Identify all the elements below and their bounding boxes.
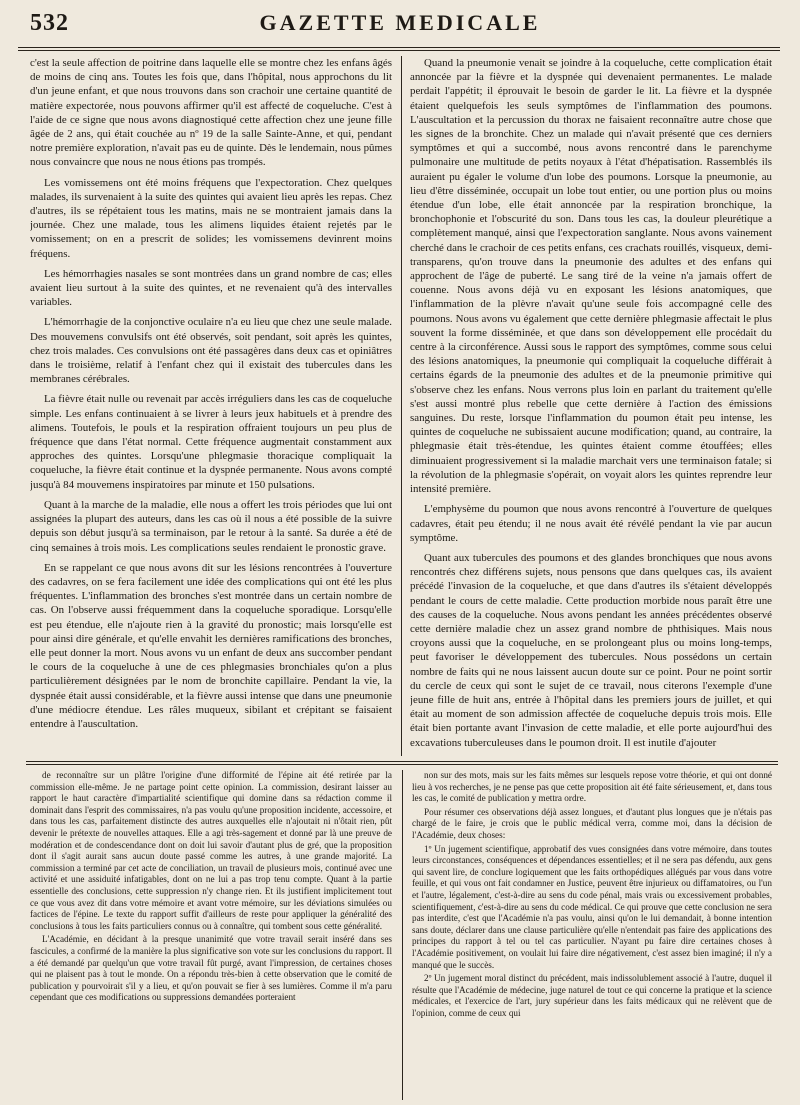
- article-column-left: [30, 56, 392, 756]
- header-rule-thin: [18, 50, 780, 51]
- paragraph: de reconnaître sur un plâtre l'origine d'une difformité de l'épine ait été retirée par la commission elle-même. Je ne partage point cette opinion. La commission, desirant laisser au rapport le haut caractère d'impartialité scientifique qui domine dans sa rédaction comme il dominait dans l'esprit des commissaires, n'a pas voulu qu'une proposition incidente, accessoire, et dans tous les cas, parfaitement distincte des autres auxquelles elle n'ajoutait ni n'ôtait rien, pût devenir le prétexte de nouvelles attaques. Elle a agi très-sagement et donné par là une preuve de modération et de condescendance dont on doit lui savoir d'autant plus de gré, que la proposition dont il s'agit aurait sans aucun doute passé comme les autres, à une grande majorité. La commission a terminé par cet acte de conciliation, un travail de plusieurs mois, continué avec une activité et une assiduité infatigables, dont on ne lui a pas trop tenu compte. Quant à la partie essentielle des conclusions, cette suppression n'y change rien. Et ils justifient implicitement tout ce que vous avez dit dans votre mémoire et avant votre mémoire, sur les déviations simulées ou factices de l'épine. Le texte du rapport suffit d'ailleurs de reste pour appliquer la généralité des conclusions à tous les faits particuliers connus ou à connaître, qui tombent sous cette généralité.: [30, 770, 392, 931]
- paragraph: L'emphysème du poumon que nous avons rencontré à l'ouverture de quelques cadavres, était peu étendu; il ne nous avait été révélé pendant la vie par aucun symptôme.: [410, 503, 772, 544]
- paragraph: En se rappelant ce que nous avons dit sur les lésions rencontrées à l'ouverture des cadavres, on se fera facilement une idée des complications qui ont été les plus fréquentes. L'inflammation des bronches s'est montrée dans un certain nombre de cas. On l'observe aussi fréquemment dans la coqueluche sporadique. Lorsqu'elle est peu étendue, elle n'ajoute rien à la gravité du pronostic; mais lorsqu'elle est pour ainsi dire générale, et qu'elle envahit les dernières ramifications des bronches, elle peut donner la mort. Nous avons vu un enfant de deux ans succomber pendant le cours de la coqueluche à une de ces phlegmasies bronchiales qu'on a plus particulièrement désignées par le nom de bronchite capillaire. Pendant la vie, la dyspnée était aussi considérable, et la fièvre aussi intense que dans une pneumonie d'une médiocre étendue. Les râles muqueux, sibilant et crépitant se faisaient entendre à l'auscultation.: [30, 561, 392, 730]
- paragraph: 2º Un jugement moral distinct du précédent, mais indissolublement associé à l'autre, duquel il résulte que l'Académie de médecine, juge naturel de tout ce qui concerne la pratique et la science médicales, et l'exercice de l'art, jury supérieur dans les faits médicaux qui ne relèvent que de l'opinion, comme de ceux qui: [412, 973, 772, 1018]
- column-divider: [401, 56, 402, 756]
- paragraph: Les vomissemens ont été moins fréquens que l'expectoration. Chez quelques malades, ils survenaient à la suite des quintes qui avaient lieu après les repas. Chez d'autres, ils se répétaient tous les matins, mais ne se montraient jamais dans la journée. Chez une malade, tous les alimens liquides étaient rejetés par le vomissement; on en a prescrit de solides; les vomissemens devinrent moins fréquens.: [30, 176, 392, 260]
- paragraph: Les hémorrhagies nasales se sont montrées dans un grand nombre de cas; elles avaient lieu surtout à la suite des quintes, et ne revenaient qu'à des intervalles variables.: [30, 267, 392, 309]
- paragraph: L'hémorrhagie de la conjonctive oculaire n'a eu lieu que chez une seule malade. Des mouvemens convulsifs ont été observés, soit pendant, soit après les quintes, chez trois malades. Ces convulsions ont été passagères dans deux cas et opiniâtres dans le troisième, relatif à l'enfant chez qui il existait des tubercules dans les membranes cérébrales.: [30, 316, 392, 386]
- header-rule: [18, 47, 780, 48]
- page-header: [20, 6, 780, 46]
- paragraph: Quant à la marche de la maladie, elle nous a offert les trois périodes que lui ont assignées la plupart des auteurs, dans les cas où il nous a été possible de la suivre depuis son début jusqu'à sa terminaison, par le retour à la santé. Sa durée a été de cinq semaines à trois mois. Les complications seules rendaient le pronostic grave.: [30, 498, 392, 554]
- paragraph: Quand la pneumonie venait se joindre à la coqueluche, cette complication était annoncée par la fièvre et la dyspnée qui devenaient permanentes. Le malade perdait l'appétit; il éprouvait le besoin de garder le lit. La fièvre et la dyspnée étaient quelquefois les seuls symptômes de l'inflammation des poumons. L'auscultation et la percussion du thorax ne faisaient reconnaître autre chose que les signes de la bronchite. Chez un malade qui n'avait présenté que ces derniers symptômes et qui a succombé, nous avons rencontré dans le parenchyme pulmonaire une multitude de petits noyaux à l'état d'hépatisation. Rassemblés ils auraient pu égaler le volume d'un lobe des poumons. Lorsque la pneumonie, au lieu d'être disséminée, occupait un lobe tout entier, ou une portion plus ou moins étendue d'un lobe, elle était annoncée par la respiration bronchique, la bronchophonie et l'obscurité du son. Dans tous les cas, la douleur pleurétique a complètement manqué, ainsi que l'expectoration sanglante. Nous avons vainement cherché dans le crachoir de ces petits enfans, ces crachats rouillés, visqueux, demi-transparens, qu'on trouve dans la pneumonie des adultes et des enfans qui approchent de l'âge de puberté. Le sang tiré de la veine n'a jamais offert de couenne. Nous avons déjà vu en exposant les lésions anatomiques, que l'inflammation de la plèvre n'avait qu'une seule fois accompagné celle des poumons. Nous avons vu également que cette dernière phlegmasie affectait le plus souvent la forme disséminée, et que dans son développement elle procédait du centre à la circonférence. Aussi sous le rapport des symptômes, comme sous celui des lésions anatomiques, la pneumonie qui compliquait la coqueluche différait à certains égards de la pneumonie des adultes et de la pneumonie primitive qui s'observe chez les enfans. Nous verrons plus loin en parlant du traitement qu'elle s'est aussi montré plus rebelle que cette dernière à l'action des émissions sanguines. Du reste, lorsque l'inflammation du poumon était peu intense, les quintes de coqueluche ne subissaient aucune modification; quand, au contraire, la phlegmasie était très-étendue, les quintes étaient comme étouffées; elles diminuaient progressivement si la maladie marchait vers une terminaison fatale; si la révolution de la phlegmasie s'opérait, on voyait alors les quintes reprendre leur intensité première.: [410, 57, 772, 496]
- paragraph: L'Académie, en décidant à la presque unanimité que votre travail serait inséré dans ses fascicules, a confirmé de la manière la plus significative son vote sur les conclusions du rapport. Il a été demandé par quelqu'un que votre travail fût purgé, avant l'impression, de certaines choses qui ne plaisent pas à tout le monde. On a répondu très-bien à cette observation que le comité de publication y pourvoirait s'il y a lieu, et qu'on pouvait se fier à ses lumières. Comme il m'a paru cependant que ces modifications ou suppressions demandées porteraient: [30, 934, 392, 1003]
- paragraph: non sur des mots, mais sur les faits mêmes sur lesquels repose votre théorie, et qui ont donné lieu à vos recherches, je ne pense pas que cette proposition ait été faite sérieusement, et, dans tous les cas, le comité de publication y mettra ordre.: [412, 770, 772, 804]
- page-number: 532: [30, 10, 69, 36]
- paragraph: La fièvre était nulle ou revenait par accès irréguliers dans les cas de coqueluche simple. Les enfans continuaient à se livrer à leurs jeux habituels et à prendre des alimens. Toutefois, le pouls et la respiration offraient toujours un peu plus de fréquence que dans l'état normal. Cette fréquence augmentait constamment aux approches des quintes. Lorsqu'une phlegmasie thoracique compliquait la coqueluche, la fièvre était continue et la dyspnée permanente. Nous avons compté jusqu'à 84 mouvemens inspiratoires par minute et 150 pulsations.: [30, 393, 392, 491]
- feuilleton-column-right: [412, 770, 772, 1100]
- section-rule: [26, 761, 778, 762]
- paragraph: 1º Un jugement scientifique, approbatif des vues consignées dans votre mémoire, dans toutes leurs circonstances, conséquences et dépendances essentielles; et il ne sera pas défendu, aux gens qui savent lire, de conclure logiquement que les faits orthopédiques allégués par vous dans votre feuille, et qui vous ont fait condamner en Justice, peuvent être injurieux ou diffamatoires, ou l'un et l'autre, légalement, c'est-à-dire au sens du code pénal, mais vrais ou excessivement probables, scientifiquement, c'est-à-dire au sens du code médical. Ce qui prouve que cette conclusion ne sera pas interdite, c'est que l'Académie n'a pas voulu, ainsi qu'on le lui demandait, à bonne intention sans doute, déclarer dans une clause particulière qu'elle n'entendait pas faire des applications des principes du rapport à tel ou tel cas particulier. N'ayant pu faire dire certaines choses à l'Académie positivement, on voulait lui faire dire négativement, c'est assez bien imaginé; il n'y a manqué que le succès.: [412, 843, 772, 970]
- paragraph: Quant aux tubercules des poumons et des glandes bronchiques que nous avons rencontrés chez différens sujets, nous pensons que dans quelques cas, ils avaient précédé l'invasion de la coqueluche, et que dans d'autres ils s'étaient développés pendant le cours de cette maladie. Cette production morbide nous paraît être une des causes de la coqueluche. Nous avons pendant les années précédentes observé cette dernière maladie chez un assez grand nombre de phthisiques. Mais nous croyons aussi que la coqueluche, en se prolongeant plus ou moins long-temps, peut favoriser le développement des tubercules. Nous possédons un certain nombre de faits qui ne nous laissent aucun doute sur ce point. Pour ne point sortir du cercle de ceux qui sont le sujet de ce travail, nous citerons l'exemple d'une jeune fille de huit ans, entrée à l'hôpital dans les premiers jours de juillet, et qui était au moment de son admission affectée de coqueluche depuis trois mois. Elle était bien portante avant l'invasion de cette maladie, et elle porte aujourd'hui des excavations tuberculeuses dans le poumon droit. Il est inutile d'ajouter: [410, 551, 772, 749]
- paragraph: c'est la seule affection de poitrine dans laquelle elle se montre chez les enfans âgés de moins de cinq ans. Toutes les fois que, dans l'hôpital, nous approchons du lit d'un jeune enfant, et que nous trouvons dans son crachoir une certaine quantité de matière expectorée, nous pouvons affirmer qu'il est affecté de coqueluche. C'est à l'aide de ce signe que nous avons diagnostiqué cette affection chez une jeune fille âgée de 2 ans, qui était couchée au nº 19 de la salle Sainte-Anne, et qui, pendant notre première exploration, n'avait pas eu de quinte. Dès le lendemain, nous pûmes nous convaincre que nous ne nous étions pas trompés.: [30, 57, 392, 169]
- section-rule-thin: [26, 764, 778, 765]
- feuilleton-column-left: [30, 770, 392, 1100]
- column-divider-bottom: [402, 770, 403, 1100]
- article-column-right: [410, 56, 772, 756]
- paragraph: Pour résumer ces observations déjà assez longues, et d'autant plus longues que je n'étais pas chargé de le faire, je crois que le public médical verra, comme moi, dans la décision de l'Académie, deux choses:: [412, 806, 772, 840]
- journal-title: GAZETTE MEDICALE: [259, 10, 541, 35]
